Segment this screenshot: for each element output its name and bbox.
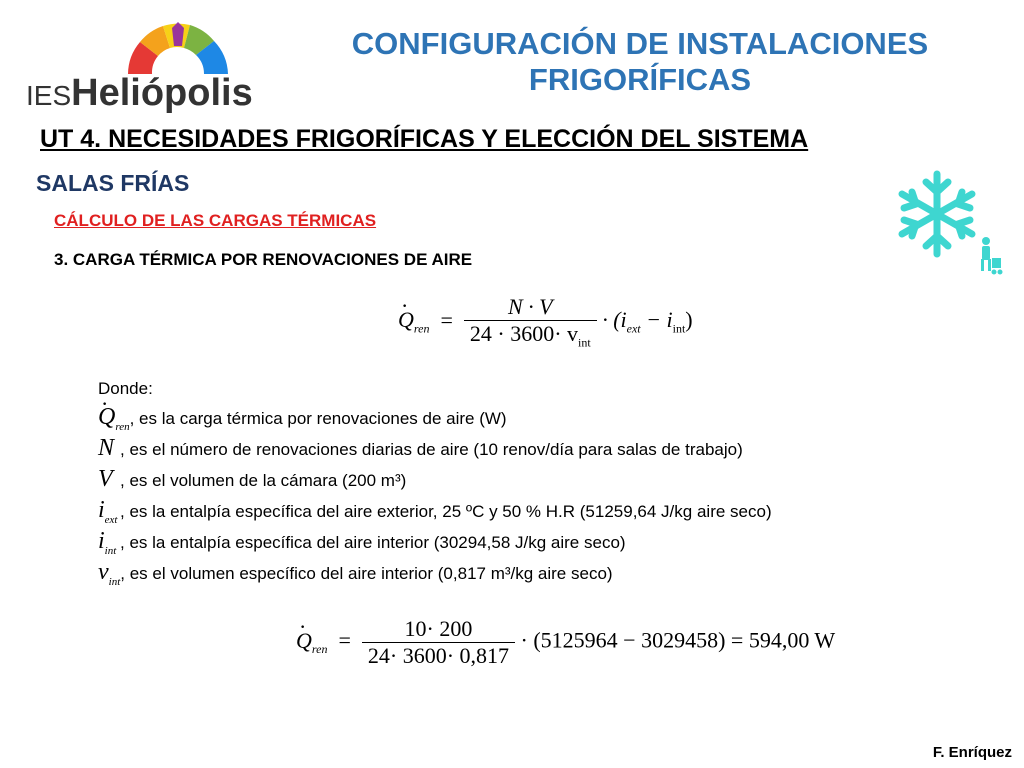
page-title xyxy=(300,26,980,98)
formula-general: · $Q_{ren}$ = $\frac{N \cdot V}{24 \cdot 3600\cdot v_{int}}$ · $(i_{ext} - i_{int})$ xyxy=(398,294,693,350)
formula-numeric-denominator: 24· 3600· 0,817 xyxy=(367,643,510,668)
definition-text: , es el volumen específico del aire interior (0,817 m³/kg aire seco) xyxy=(120,564,613,583)
section-title: SALAS FRÍAS xyxy=(36,170,190,196)
logo-text xyxy=(26,72,253,115)
definition-item xyxy=(98,557,772,588)
definition-symbol: V xyxy=(98,466,113,492)
formula-denominator: $24 \cdot 3600\cdot v_{int}$ xyxy=(469,321,591,350)
formula-fraction xyxy=(464,294,597,350)
section-heading: 3. CARGA TÉRMICA POR RENOVACIONES DE AIRE xyxy=(54,250,473,269)
definition-item xyxy=(98,526,772,557)
definition-symbol: N xyxy=(98,435,115,461)
formula-lhs-sub: ren xyxy=(413,321,430,336)
definition-item xyxy=(98,433,772,464)
logo xyxy=(24,16,253,116)
formula-numerator: N · V xyxy=(464,294,597,321)
definitions-intro: Donde: xyxy=(98,379,153,398)
unit-title: UT 4. NECESIDADES FRIGORÍFICAS Y ELECCIÓN DEL SISTEMA xyxy=(40,125,809,153)
formula-numeric-result: · (5125964 − 3029458) = 594,00 W xyxy=(520,627,836,653)
logo-name: Heliópolis xyxy=(71,72,253,114)
definitions-rows xyxy=(98,402,772,588)
formula-numeric-fraction xyxy=(362,616,515,669)
formula-numeric-lhs: · Q xyxy=(296,628,312,653)
definition-text: , es la entalpía específica del aire interior (30294,58 J/kg aire seco) xyxy=(120,533,626,552)
definitions-list xyxy=(98,376,772,588)
person-cart-icon xyxy=(972,236,1004,276)
definition-text: , es la entalpía específica del aire exterior, 25 ºC y 50 % H.R (51259,64 J/kg aire seco) xyxy=(120,502,772,521)
definition-item xyxy=(98,402,772,433)
formula-numeric-lhs-sub: ren xyxy=(311,641,328,656)
definition-item xyxy=(98,495,772,526)
logo-prefix: IES xyxy=(26,80,72,111)
formula-lhs: · Q xyxy=(398,307,414,332)
formula-numeric: · $Q_{ren}$ = $\frac{10\cdot 200}{24\cdot 3600\cdot 0,817}$ · (5125964 − 3029458) = 594,00 W xyxy=(296,616,835,669)
author-name: F. Enríquez xyxy=(932,744,1012,761)
definition-text: , es el volumen de la cámara (200 m³) xyxy=(120,471,407,490)
definition-text: , es el número de renovaciones diarias de aire (10 renov/día para salas de trabajo) xyxy=(120,440,743,459)
definition-item xyxy=(98,464,772,495)
definition-text: , es la carga térmica por renovaciones de aire (W) xyxy=(129,409,507,428)
page-title-line1: CONFIGURACIÓN DE INSTALACIONES xyxy=(351,26,929,61)
subsection-title: CÁLCULO DE LAS CARGAS TÉRMICAS xyxy=(54,211,377,230)
page-title-line2: FRIGORÍFICAS xyxy=(528,62,752,97)
definition-symbol: $v_{int}$ xyxy=(98,559,121,588)
definition-symbol: $i_{int}$ xyxy=(98,528,117,557)
formula-numeric-numerator: 10· 200 xyxy=(362,616,515,643)
snowflake-icon xyxy=(892,168,982,268)
formula-factor: · $(i_{ext} - i_{int})$ xyxy=(602,307,693,336)
definition-symbol: · $Q_{ren}$ xyxy=(98,402,130,443)
logo-rainbow-icon xyxy=(118,16,238,76)
definition-symbol: $i_{ext}$ xyxy=(98,497,118,526)
